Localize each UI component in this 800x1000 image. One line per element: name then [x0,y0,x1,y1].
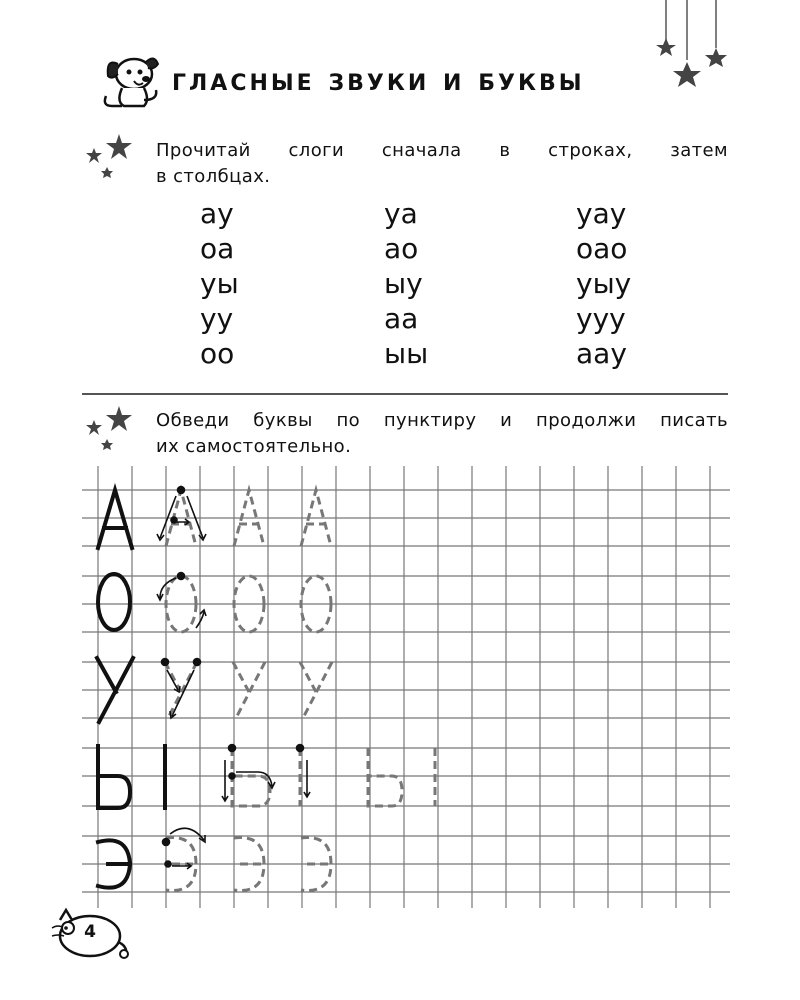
syllable: ууу [576,302,626,335]
trace-letter-o [166,576,196,632]
trace-letter-e [234,838,264,891]
trace-letter-y [300,748,435,806]
syllable: уау [576,197,627,230]
task2-instruction [156,408,728,460]
syllable: аау [576,337,627,370]
model-letter-o [98,574,130,630]
star-icon [656,38,676,56]
syllable: ыу [384,267,423,300]
model-letter-a [98,490,132,548]
trace-letter-a [234,490,264,546]
model-letter-y [98,746,165,808]
tracing-letters [165,490,435,890]
grid-lines [82,466,730,908]
syllable-column-2 [384,196,428,371]
trace-letter-y [232,748,270,806]
syllable: уа [384,197,418,230]
trace-letter-u [233,662,265,718]
dog-mascot-icon [98,50,164,112]
syllable: ау [200,197,234,230]
syllable: уыу [576,267,632,300]
task1-instruction [156,138,728,190]
model-letter-u [97,658,133,722]
trace-letter-o [301,576,331,632]
syllable: уы [200,267,239,300]
model-letter-e [98,840,130,887]
stars-bullet-icon [82,132,134,182]
syllable: ыы [384,337,429,370]
trace-letter-u [165,662,197,718]
stars-bullet-icon [82,404,134,454]
model-letters [97,490,165,888]
trace-letter-e [166,838,196,891]
syllable: оао [576,232,628,265]
syllable-column-1 [200,196,239,371]
syllable: уу [200,302,234,335]
task2-line1: Обведи буквы по пунктиру и продолжи писать [156,410,728,431]
syllable: оо [200,337,235,370]
star-icon [673,62,701,87]
stroke-hints [157,487,310,870]
trace-letter-e [301,838,331,891]
syllable-column-3 [576,196,631,371]
task2-line2: их самостоятельно. [156,436,352,457]
syllable: аа [384,302,419,335]
page-number: 4 [84,922,96,942]
trace-letter-a [166,490,196,546]
trace-letter-o [234,576,264,632]
page-title: гласные звуки и буквы [172,62,585,98]
star-icon [705,48,727,67]
hanging-stars-decoration [640,0,740,100]
task1-line2: в столбцах. [156,166,271,187]
syllable: оа [200,232,235,265]
trace-letter-u [300,662,332,718]
task1-line1: Прочитай слоги сначала в строках, затем [156,140,728,161]
syllable: ао [384,232,419,265]
section-divider [82,393,728,395]
trace-letter-a [301,490,331,546]
